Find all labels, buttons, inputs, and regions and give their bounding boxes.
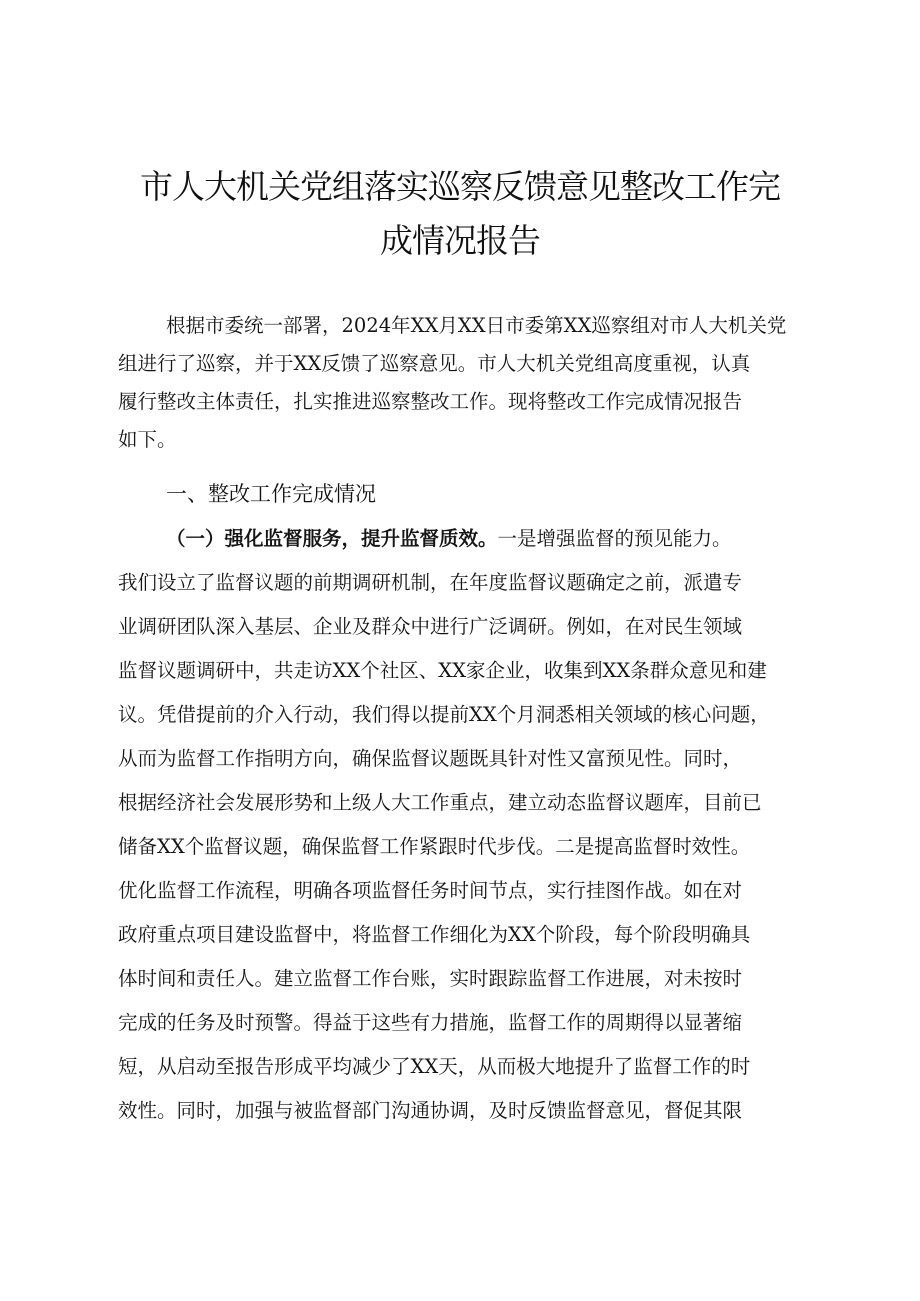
body-line: 监督议题调研中，共走访XX个社区、XX家企业，收集到XX条群众意见和建 [118,659,767,682]
body-line: 优化监督工作流程，明确各项监督任务时间节点，实行挂图作战。如在对 [118,879,743,902]
body-line: 效性。同时，加强与被监督部门沟通协调，及时反馈监督意见，督促其限 [118,1099,743,1122]
document-title [100,160,820,268]
subsection-heading: （一）强化监督服务，提升监督质效。 [166,527,498,550]
intro-line-4: 如下。 [118,428,177,451]
body-line: 政府重点项目建设监督中，将监督工作细化为XX个阶段，每个阶段明确具 [118,923,751,946]
subsection-first-line-rest: 一是增强监督的预见能力。 [497,527,732,550]
body-line: 根据经济社会发展形势和上级人大工作重点，建立动态监督议题库，目前已 [118,791,762,814]
title-line-2: 成情况报告 [380,221,540,260]
body-line: 完成的任务及时预警。得益于这些有力措施，监督工作的周期得以显著缩 [118,1011,743,1034]
section-heading: 一、整改工作完成情况 [166,482,376,506]
title-line-1: 市人大机关党组落实巡察反馈意见整改工作完 [140,167,780,206]
body-line: 体时间和责任人。建立监督工作台账，实时跟踪监督工作进展，对未按时 [118,967,743,990]
body-line: 短，从启动至报告形成平均减少了XX天，从而极大地提升了监督工作的时 [118,1055,751,1078]
body-line: 我们设立了监督议题的前期调研机制，在年度监督议题确定之前，派遣专 [118,571,743,594]
intro-line-1: 根据市委统一部署，2024年XX月XX日市委第XX巡察组对市人大机关党 [166,314,787,337]
body-line: 从而为监督工作指明方向，确保监督议题既具针对性又富预见性。同时， [118,747,743,770]
body-line: 业调研团队深入基层、企业及群众中进行广泛调研。例如，在对民生领域 [118,615,743,638]
intro-line-3: 履行整改主体责任，扎实推进巡察整改工作。现将整改工作完成情况报告 [118,390,743,413]
body-line: 储备XX个监督议题，确保监督工作紧跟时代步伐。二是提高监督时效性。 [118,835,751,858]
body-line: 议。凭借提前的介入行动，我们得以提前XX个月洞悉相关领域的核心问题， [118,703,770,726]
intro-line-2: 组进行了巡察，并于XX反馈了巡察意见。市人大机关党组高度重视，认真 [118,352,751,375]
subsection-first-line [166,521,732,557]
